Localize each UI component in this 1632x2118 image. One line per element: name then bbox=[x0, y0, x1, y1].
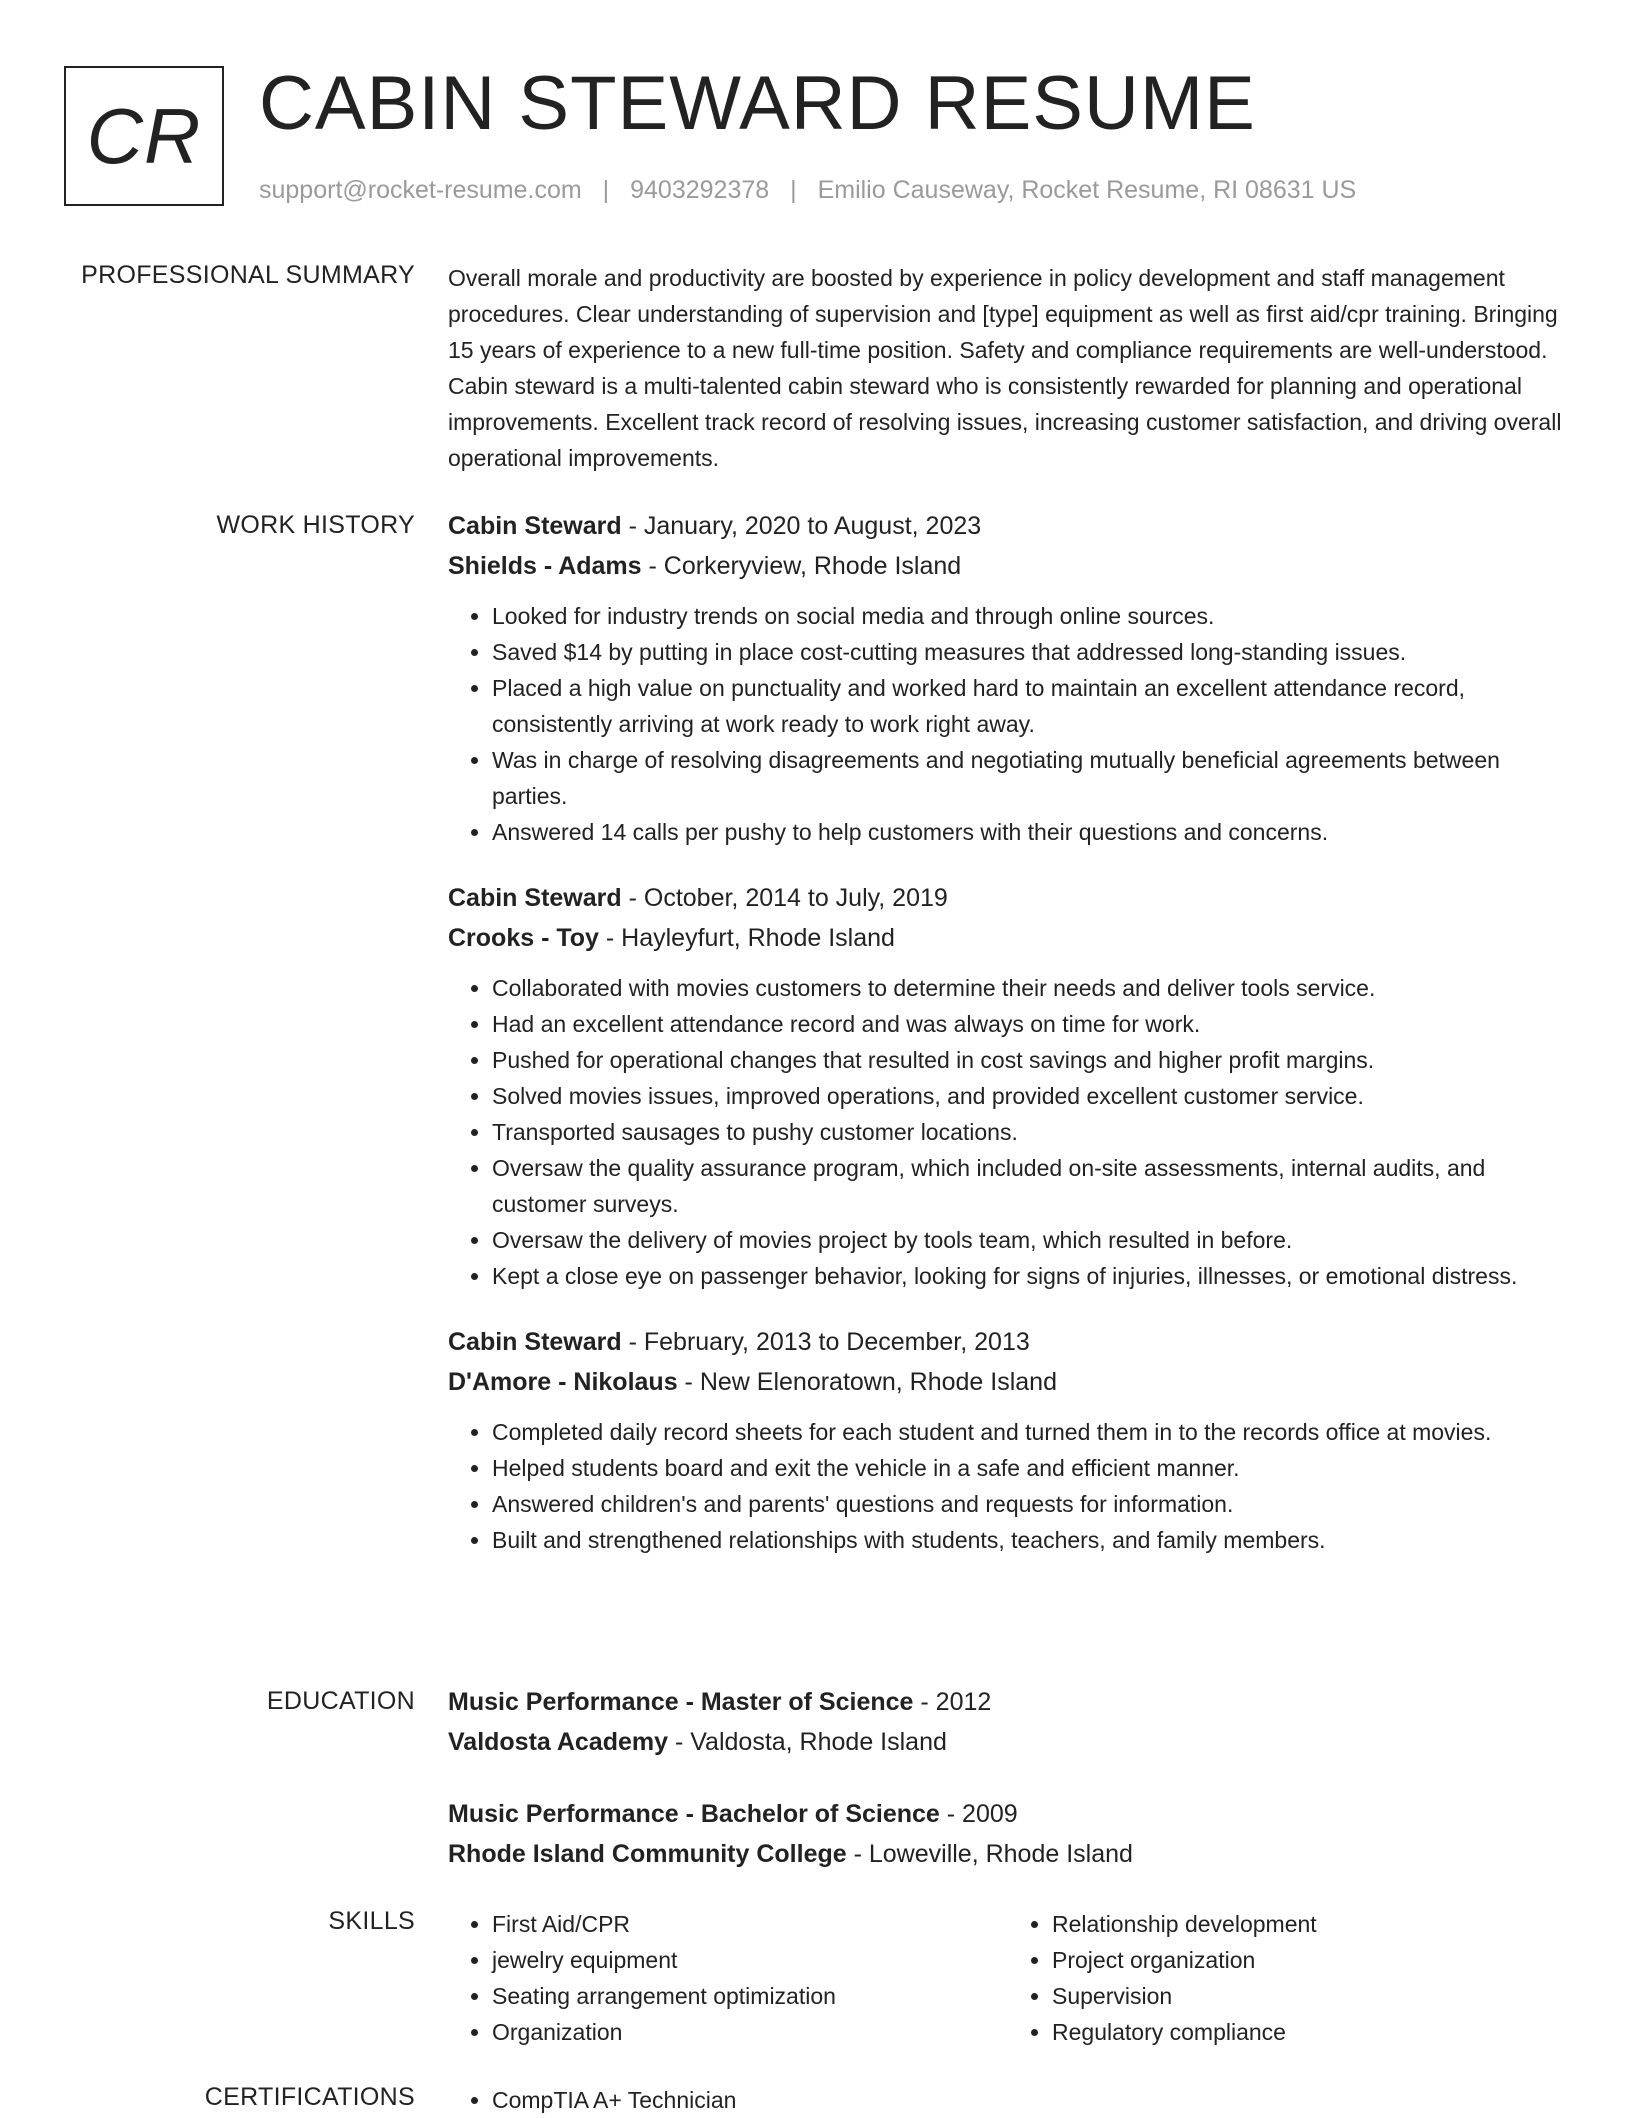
education-body bbox=[448, 1682, 1568, 1906]
job-dates: - February, 2013 to December, 2013 bbox=[621, 1328, 1030, 1356]
job-company-line bbox=[448, 918, 1568, 958]
education-degree: Music Performance - Bachelor of Science bbox=[448, 1800, 940, 1828]
skill-item: • Relationship development bbox=[1052, 1906, 1568, 1942]
section-label-certifications: CERTIFICATIONS bbox=[204, 2083, 415, 2111]
job-bullet: • Pushed for operational changes that resulted in cost savings and higher profit margins. bbox=[492, 1042, 1568, 1078]
job-bullet: • Helped students board and exit the vehicle in a safe and efficient manner. bbox=[492, 1450, 1568, 1486]
job-title-line bbox=[448, 506, 1568, 546]
job-company-line bbox=[448, 546, 1568, 586]
job-bullet: • Built and strengthened relationships with students, teachers, and family members. bbox=[492, 1522, 1568, 1558]
education-degree-line bbox=[448, 1682, 1568, 1722]
education-year: - 2009 bbox=[939, 1800, 1018, 1828]
job-entry bbox=[448, 1322, 1568, 1558]
job-entry bbox=[448, 878, 1568, 1294]
section-label-summary: PROFESSIONAL SUMMARY bbox=[81, 261, 415, 289]
job-title-line bbox=[448, 878, 1568, 918]
skills-column-right bbox=[1008, 1906, 1568, 2050]
job-company: D'Amore - Nikolaus bbox=[448, 1368, 678, 1396]
skill-item: • Supervision bbox=[1052, 1978, 1568, 2014]
job-bullets bbox=[448, 970, 1568, 1294]
education-location: - Valdosta, Rhode Island bbox=[668, 1728, 947, 1756]
education-degree-line bbox=[448, 1794, 1568, 1834]
job-location: - New Elenoratown, Rhode Island bbox=[677, 1368, 1057, 1396]
certification-item: • CompTIA A+ Technician bbox=[492, 2082, 1492, 2118]
contact-line bbox=[259, 176, 1356, 205]
job-bullet: • Oversaw the quality assurance program, which included on-site assessments, internal audits, and customer surveys. bbox=[492, 1150, 1568, 1222]
job-bullet: • Answered 14 calls per pushy to help customers with their questions and concerns. bbox=[492, 814, 1568, 850]
section-label-education: EDUCATION bbox=[266, 1687, 415, 1715]
contact-phone: 9403292378 bbox=[630, 176, 770, 204]
job-bullet: • Collaborated with movies customers to determine their needs and deliver tools service. bbox=[492, 970, 1568, 1006]
skill-item: • Regulatory compliance bbox=[1052, 2014, 1568, 2050]
education-entry bbox=[448, 1682, 1568, 1762]
job-bullet: • Was in charge of resolving disagreements and negotiating mutually beneficial agreements between parties. bbox=[492, 742, 1568, 814]
job-bullet: • Answered children's and parents' questions and requests for information. bbox=[492, 1486, 1568, 1522]
job-bullet: • Saved $14 by putting in place cost-cutting measures that addressed long-standing issues. bbox=[492, 634, 1568, 670]
education-school-line bbox=[448, 1722, 1568, 1762]
education-school-line bbox=[448, 1834, 1568, 1874]
job-bullet: • Placed a high value on punctuality and worked hard to maintain an excellent attendance record, consistently arriving at work ready to work right away. bbox=[492, 670, 1568, 742]
skill-item: • Project organization bbox=[1052, 1942, 1568, 1978]
contact-separator: | bbox=[602, 176, 610, 204]
job-company: Crooks - Toy bbox=[448, 924, 599, 952]
job-title-line bbox=[448, 1322, 1568, 1362]
skill-item: • First Aid/CPR bbox=[492, 1906, 1008, 1942]
contact-email: support@rocket-resume.com bbox=[259, 176, 582, 204]
job-bullet: • Transported sausages to pushy customer locations. bbox=[492, 1114, 1568, 1150]
job-title: Cabin Steward bbox=[448, 884, 622, 912]
skills-grid bbox=[448, 1906, 1568, 2050]
resume-title: CABIN STEWARD RESUME bbox=[259, 61, 1256, 146]
certifications-body bbox=[448, 2082, 1568, 2118]
summary-body bbox=[448, 260, 1568, 476]
job-bullet: • Oversaw the delivery of movies project by tools team, which resulted in before. bbox=[492, 1222, 1568, 1258]
job-bullet: • Kept a close eye on passenger behavior, looking for signs of injuries, illnesses, or emotional distress. bbox=[492, 1258, 1568, 1294]
education-school: Rhode Island Community College bbox=[448, 1840, 847, 1868]
education-entry bbox=[448, 1794, 1568, 1874]
resume-header bbox=[64, 61, 1584, 210]
job-dates: - October, 2014 to July, 2019 bbox=[621, 884, 948, 912]
skill-item: • Seating arrangement optimization bbox=[492, 1978, 1008, 2014]
job-dates: - January, 2020 to August, 2023 bbox=[621, 512, 982, 540]
skills-body bbox=[448, 1906, 1568, 2050]
monogram: CR bbox=[86, 91, 202, 180]
job-bullet: • Solved movies issues, improved operations, and provided excellent customer service. bbox=[492, 1078, 1568, 1114]
job-bullets bbox=[448, 598, 1568, 850]
skill-item: • jewelry equipment bbox=[492, 1942, 1008, 1978]
job-company: Shields - Adams bbox=[448, 552, 642, 580]
section-label-work: WORK HISTORY bbox=[216, 511, 415, 539]
skills-column-left bbox=[448, 1906, 1008, 2050]
certifications-list bbox=[448, 2082, 1492, 2118]
education-degree: Music Performance - Master of Science bbox=[448, 1688, 914, 1716]
job-location: - Hayleyfurt, Rhode Island bbox=[598, 924, 895, 952]
job-title: Cabin Steward bbox=[448, 1328, 622, 1356]
job-bullet: • Completed daily record sheets for each student and turned them in to the records office at movies. bbox=[492, 1414, 1568, 1450]
contact-address: Emilio Causeway, Rocket Resume, RI 08631 US bbox=[817, 176, 1357, 204]
job-company-line bbox=[448, 1362, 1568, 1402]
education-location: - Loweville, Rhode Island bbox=[846, 1840, 1133, 1868]
education-year: - 2012 bbox=[913, 1688, 992, 1716]
monogram-box bbox=[64, 66, 224, 206]
skill-item: • Organization bbox=[492, 2014, 1008, 2050]
job-bullet: • Looked for industry trends on social media and through online sources. bbox=[492, 598, 1568, 634]
contact-separator: | bbox=[790, 176, 797, 204]
job-title: Cabin Steward bbox=[448, 512, 622, 540]
section-label-skills: SKILLS bbox=[328, 1907, 415, 1935]
job-bullet: • Had an excellent attendance record and was always on time for work. bbox=[492, 1006, 1568, 1042]
education-school: Valdosta Academy bbox=[448, 1728, 669, 1756]
job-location: - Corkeryview, Rhode Island bbox=[641, 552, 962, 580]
work-history-body bbox=[448, 506, 1568, 1578]
job-bullets bbox=[448, 1414, 1568, 1558]
job-entry bbox=[448, 506, 1568, 850]
summary-text: Overall morale and productivity are boosted by experience in policy development and staff management procedures. Clear understanding of supervision and [type] equipment as well as first aid/cpr training. Bringing 15 years of experience to a new full-time position. Safety and compliance requirements are well-understood. Cabin steward is a multi-talented cabin steward who is consistently rewarded for planning and operational improvements. Excellent track record of resolving issues, increasing customer satisfaction, and driving overall operational improvements. bbox=[448, 265, 1562, 471]
